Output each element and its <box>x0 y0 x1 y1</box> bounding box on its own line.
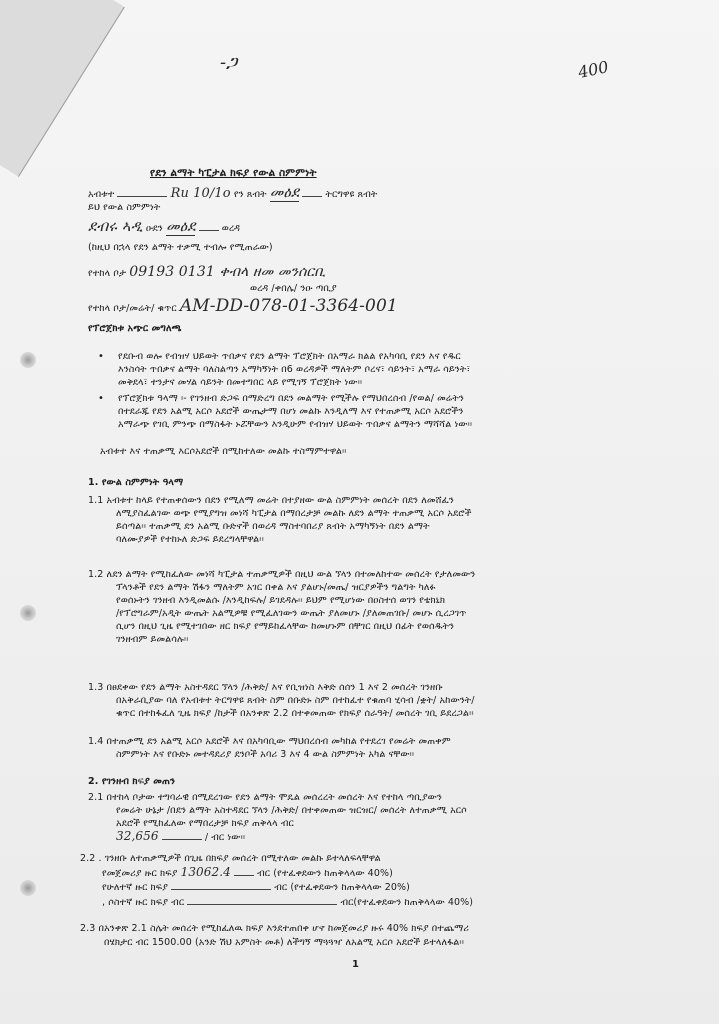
clause-2-3-line-1: 2.3 በአንቀጽ 2.1 ስሌት መሰረት የሚከፈለዉ ክፍያ እንደተጠበቀ ሆኖ ከመጀመሪያ ዙሩ 40% ክፍያ በተጨማሪ <box>80 923 470 934</box>
bullet-2-line-2: በተደራጁ የደን አልሚ አርሶ አደሮች ውጤታማ በሆነ መልኩ እንዲለማ እና የተጠቃሚ አርሶ አደሮችን <box>118 406 464 417</box>
clause-1-3-line-1: 1.3 በፀደቀው የደን ልማት አስተዳደር ኘላን /ሕቅድ/ እና የቢዝነስ እቅድ ሰሰን 1 እና 2 መሰረት ገንዘቡ <box>88 682 443 693</box>
page-number: 1 <box>352 959 360 970</box>
document-title: የደን ልማት ካፒታል ክፍያ የውል ስምምነት <box>150 167 317 179</box>
bullet-2-line-1: የፕሮጀክቱ ዓላማ ፡- የገንዘብ ድጋፍ በማድረግ በደን መልማት የሚችሉ የማህበረሰብ /የወል/ መሬትን <box>118 393 464 404</box>
parties-agree-statement: አብቱተ እና ተጠቃሚ እርሶአደሮች በሚከተለው መልኩ ተስማምተዋል፡፡ <box>100 446 347 457</box>
section-2-heading: 2. የገንዘብ ክፍያ መጠን <box>88 776 176 787</box>
clause-1-1-line-3: ይሰጣል፡፡ ተጠቃሚ ደን አልሚ ቡድኖች በወረዳ ማስተባበሪያ ጸብት አማካኝነት በደን ልማት <box>116 521 430 532</box>
handwritten-page-number: 400 <box>576 57 611 82</box>
clause-2-1-line-3: አደሮች የሚከፈለው የማበረታቻ ክፍያ ጠቅላላ ብር <box>116 818 294 829</box>
bullet-2-line-3: አማራጭ የገቢ ምንጭ በማስፋት ኑሯቸውን እንዲሁም የብዝሃ ህይወት ጥበቃና ልማትን ማሻሻል ነው፡፡ <box>118 419 473 430</box>
clause-1-1-line-2: ለሚያስፈልገው ወጭ የሚያግዝ መነሻ ካፒታል በማበረታቻ መልኩ ለደን ልማት ተጠቃሚ አርሶ አደሮች <box>116 508 472 519</box>
field-phone: የተከላ ቦታ 09193 0131 ቀብላ ዘመ መንሰርቢ <box>88 264 326 280</box>
field-id-number: የተከላ ቦታ/መሬት/ ቁጥር AM-DD-078-01-3364-001 <box>88 296 398 316</box>
punch-hole-middle <box>20 605 36 621</box>
clause-1-2-line-1: 1.2 ለደን ልማት የሚከፈለው መነሻ ካፒታል ተጠቃሚዎች በዚህ ውል ኘላን በተመለከተው መሰረት የታለመውን <box>88 569 476 580</box>
clause-1-2-line-4: /የፕሮግራም/አዲት ውጤት አልሚዎቹ የሚፈለገውን ውጤት ያለመሆኑ /ያለመጠገቡ/ መሆኑ ሲረጋገጥ <box>116 608 467 619</box>
punch-hole-bottom <box>20 880 36 896</box>
clause-1-4-line-2: ስምምነት እና የቡድኑ መተዳደሪያ ደንቦች አባሪ 3 እና 4 ውል ስምምነት አካል ናቸው፡፡ <box>116 749 415 760</box>
clause-2-2-first-payment: የመጀመሪያ ዙር ክፍያ 13062.4 ብር (የተፈቀደውን ከጠቅላላው 40%) <box>102 865 393 879</box>
clause-1-1-line-4: ባለሙያዎች የተከኑለ ድጋፍ ይደረግላቸዋል፡፡ <box>116 534 264 545</box>
bullet-icon: • <box>98 351 104 362</box>
clause-1-4-line-1: 1.4 በተጠቃሚ ደን አልሚ አርሶ አደሮች እና በአካባቢው ማህበረሰብ መካከል የተደረገ የመሬት መጠቀም <box>88 736 451 747</box>
clause-2-1-amount: 32,656 / ብር ነው፡፡ <box>116 829 246 843</box>
handwritten-mark-top: -ጋ <box>220 52 238 73</box>
bullet-1-line-2: እንስሳት ጥበቃና ልማት ባለስልጣን አማካኝነት በ6 ወረዳዎች ማለትም ቦረና፣ ሳይንት፣ አማራ ሳይንት፣ <box>118 364 471 375</box>
clause-2-1-line-1: 2.1 በተከላ ቦታው ተግባራዊ በሚደረገው የደን ልማት ሞዴል መሰረረት መሰረት እና የተከላ ጣቢያውን <box>88 792 442 803</box>
folded-corner <box>0 0 125 177</box>
bullet-icon: • <box>98 393 104 404</box>
clause-2-2-line-1: 2.2 . ገንዘቡ ለተጠቃሚዎች በጊዜ በክፍያ መሰረት በሚተለው መልኩ ይተላለፍላቸዋል <box>80 853 381 864</box>
clause-1-2-line-3: የወሰኑትን ገንዘብ እንዲመልሱ /እንዲከፍሉ/ ይገደዳሉ፡፡ ይህም የሚሆነው በዐስተሰ ወገን የቴክኒክ <box>116 595 446 606</box>
field-owner-name: ደብሩ ኣዲ ዑደን መዕደ ወረዳ <box>88 217 241 235</box>
field-owner-note: (ከዚህ በኋላ የደን ልማት ተቃሚ ተብሎ የሚጠራው) <box>88 242 273 253</box>
clause-2-2-second-payment: የሁለተኛ ዙር ክፍያ ብር (የተፈቀደውን ከጠቅላላው 20%) <box>102 882 410 893</box>
section-project-description: የፕሮጀክቱ አጭር መግለጫ <box>88 323 182 334</box>
clause-1-2-line-6: ገንዘብም ይመልሳሉ፡፡ <box>116 634 189 645</box>
field-region-label: ወረዳ /ቀበሌ/ ንዑ ጣቢያ <box>250 283 337 294</box>
clause-1-2-line-5: ሲሆን በዚህ ጊዜ የሚተገበው ዘር ክፍያ የማይከፈላቸው ከመሆኑም በቸገር በዚህ በፊት የወሰዱትን <box>116 621 455 632</box>
clause-2-2-third-payment: , ሶስተኛ ዙር ክፍያ ብር ብር(የተፈቀደውን ከጠቅላላው 40%) <box>102 897 474 908</box>
clause-1-3-line-3: ቁጥር በተከፋፈለ ጊዜ ክፍያ /ከታች በአንቀጽ 2.2 በተቀመጠው የክፍያ ሰራዓት/ መሰረት ገቢ ይደረጋል፡፡ <box>116 708 474 719</box>
clause-2-3-line-2: በሄክታር ብር 1500.00 (አንድ ሽህ አምስት መቶ) ለችግኝ ማጓጓዣ ለአልሚ አርሶ አደሮች ይተላለፋል፡፡ <box>104 937 465 948</box>
bullet-1-line-3: መቅደላ፣ ተንታና መሃል ሳይንት በመተግበር ላይ የሚገኝ ፕሮጀክት ነው፡፡ <box>118 377 363 388</box>
section-1-heading: 1. የውል ስምምነት ዓላማ <box>88 477 184 488</box>
field-agreement-label: ይህ የውል ስምምነት <box>88 202 161 213</box>
clause-1-3-line-2: በአቅራቢያው ባለ የአብቱተ ትርግዋዩ ጸብት ስም በቡድኑ ስም በተከፈተ የቁጠባ ሂሳብ /ቋት/ አከውንት/ <box>116 695 475 706</box>
clause-2-1-line-2: የመሬት ሁኔታ /በደን ልማት አስተዳደር ኘላን /ሕቅድ/ በተቀመጠው ዝርዝር/ መሰረት ለተጠቃሚ አርሶ <box>116 805 467 816</box>
punch-hole-top <box>20 352 36 368</box>
field-party-a: አብቱተ Ru 10/1o የን ጸብት መዕደ ትርግዋዩ ጸብት <box>88 183 378 201</box>
clause-1-2-line-2: ፕላንቶች የደን ልማት ሽፋን ማለትም አገር በቀል እና ያልሆኑ/መጤ/ ዝርያዎችን ግልግት ካለፉ <box>116 582 436 593</box>
bullet-1-line-1: የደቡብ ወሎ የብዝሃ ህይወት ጥበቃና የደን ልማት ፕሮጀክት በአማራ ክልል የአካባቢ የደን እና የዱር <box>118 351 461 362</box>
clause-1-1-line-1: 1.1 አብቱተ ከላይ የተጠቀሰውን በደን የሚለማ መሬት በተያዘው ውል ስምምነት መሰረት በደን ለመሸፈን <box>88 495 454 506</box>
